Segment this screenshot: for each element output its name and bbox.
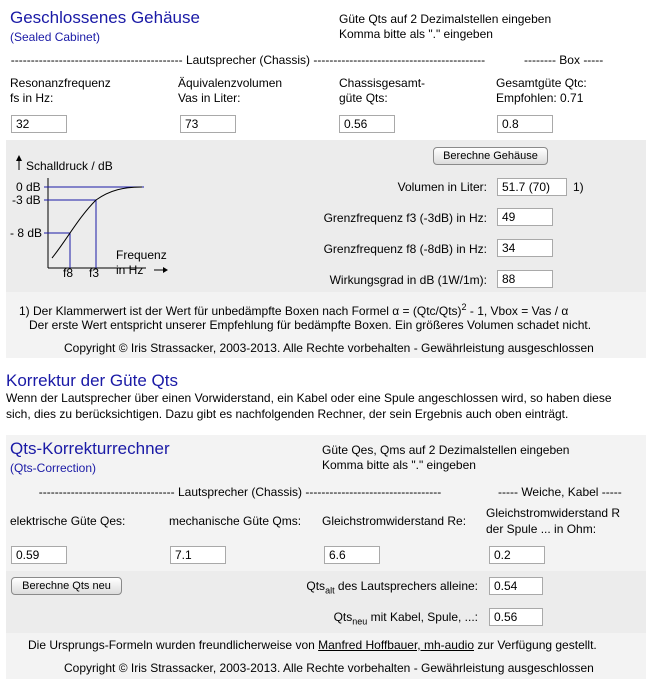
diagram-f3-label: f3 <box>89 266 100 280</box>
qtc-input[interactable] <box>497 115 553 133</box>
f3-label: Grenzfrequenz f3 (-3dB) in Hz: <box>323 211 487 225</box>
qts-hint-line1: Güte Qes, Qms auf 2 Dezimalstellen eingeben <box>322 443 570 457</box>
credit-line: Die Ursprungs-Formeln wurden freundlicherweise von Manfred Hoffbauer, mh-audio zur Verfügung gestellt. <box>28 638 597 652</box>
qtc-label-line1: Gesamtgüte Qtc: <box>496 76 587 90</box>
qts-label-line2: güte Qts: <box>339 91 388 105</box>
diagram-3db-label: -3 dB <box>12 193 41 207</box>
qts-alt-output[interactable] <box>489 577 543 595</box>
qts-hint-line2: Komma bitte als "." eingeben <box>322 458 476 472</box>
sealed-hint-line1: Güte Qts auf 2 Dezimalstellen eingeben <box>339 12 552 26</box>
korrektur-heading: Korrektur der Güte Qts <box>6 371 178 390</box>
efficiency-label: Wirkungsgrad in dB (1W/1m): <box>329 273 487 287</box>
footnote-line2: Der erste Wert entspricht unserer Empfehlung für bedämpfte Boxen. Ein größeres Volumen schadet nicht. <box>29 318 592 332</box>
re-label: Gleichstromwiderstand Re: <box>322 514 467 528</box>
f8-output[interactable] <box>497 239 553 257</box>
qts-input[interactable] <box>339 115 395 133</box>
calculate-qts-button[interactable]: Berechne Qts neu <box>11 577 122 595</box>
sealed-box-header: -------- Box ----- <box>524 53 604 67</box>
footnote-line1: 1) Der Klammerwert ist der Wert für unbedämpfte Boxen nach Formel $\alpha = (Qtc/Qts)^2 - 1$, Vbox = Vas / α <box>19 302 569 318</box>
calculate-cabinet-button[interactable]: Berechne Gehäuse <box>433 147 548 165</box>
vas-label-line1: Äquivalenzvolumen <box>178 76 283 90</box>
sealed-title: Geschlossenes Gehäuse <box>10 8 200 27</box>
qts-weiche-header: ----- Weiche, Kabel ----- <box>498 485 622 499</box>
mh-audio-link[interactable]: Manfred Hoffbauer, mh-audio <box>318 638 474 652</box>
diagram-f8-label: f8 <box>63 266 74 280</box>
qts-label-line1: Chassisgesamt- <box>339 76 426 90</box>
sealed-hint-line2: Komma bitte als "." eingeben <box>339 27 493 41</box>
qtc-label-line2: Empfohlen: 0.71 <box>496 91 584 105</box>
qts-neu-label: Qts$_{neu}$ mit Kabel, Spule, ...: <box>333 610 478 627</box>
qms-label: mechanische Güte Qms: <box>169 514 302 528</box>
diagram-0db-label: 0 dB <box>16 180 41 194</box>
vas-input[interactable] <box>180 115 236 133</box>
qts-neu-output[interactable] <box>489 608 543 626</box>
sealed-chassis-header: ------------------------------------------- Lautsprecher (Chassis) ------------------------------------------- <box>10 53 486 67</box>
sealed-subtitle: (Sealed Cabinet) <box>10 30 101 44</box>
qts-subtitle: (Qts-Correction) <box>10 461 97 475</box>
sealed-copyright: Copyright © Iris Strassacker, 2003-2013. Alle Rechte vorbehalten - Gewährleistung ausgeschlossen <box>64 341 594 355</box>
fs-input[interactable] <box>11 115 67 133</box>
arrow-right-icon <box>154 267 168 273</box>
diagram-x-label2: in Hz <box>116 263 144 277</box>
f3-output[interactable] <box>497 208 553 226</box>
vas-label-line2: Vas in Liter: <box>178 91 241 105</box>
korrektur-text-line1: Wenn der Lautsprecher über einen Vorwiderstand, ein Kabel oder eine Spule angeschlossen wird, so haben diese <box>6 391 612 405</box>
qts-chassis-header: ---------------------------------- Lautsprecher (Chassis) ---------------------------------- <box>38 485 442 499</box>
korrektur-text-line2: sich, dies zu berücksichtigen. Dazu gibt es nachfolgenden Rechner, der sein Ergebnis auch oben einträgt. <box>6 407 569 421</box>
r-coil-input[interactable] <box>489 546 545 564</box>
qts-alt-label: Qts$_{alt}$ des Lautsprechers alleine: <box>306 579 478 596</box>
qts-copyright: Copyright © Iris Strassacker, 2003-2013. Alle Rechte vorbehalten - Gewährleistung ausgeschlossen <box>64 661 594 675</box>
f8-label: Grenzfrequenz f8 (-8dB) in Hz: <box>323 242 487 256</box>
volume-label: Volumen in Liter: <box>397 180 487 194</box>
fs-label-line1: Resonanzfrequenz <box>10 76 111 90</box>
volume-note: 1) <box>573 180 584 194</box>
fs-label-line2: fs in Hz: <box>10 91 54 105</box>
r-coil-label-line1: Gleichstromwiderstand R <box>486 506 621 520</box>
qes-label: elektrische Güte Qes: <box>10 514 126 528</box>
diagram-8db-label: - 8 dB <box>10 226 43 240</box>
diagram-y-label: Schalldruck / dB <box>26 159 113 173</box>
qms-input[interactable] <box>170 546 226 564</box>
r-coil-label-line2: der Spule ... in Ohm: <box>486 522 597 536</box>
arrow-up-icon <box>16 155 22 170</box>
diagram-x-label1: Frequenz <box>116 248 167 262</box>
qts-title: Qts-Korrekturrechner <box>10 439 170 458</box>
qes-input[interactable] <box>11 546 67 564</box>
volume-output[interactable] <box>497 178 567 196</box>
efficiency-output[interactable] <box>497 270 553 288</box>
re-input[interactable] <box>324 546 380 564</box>
